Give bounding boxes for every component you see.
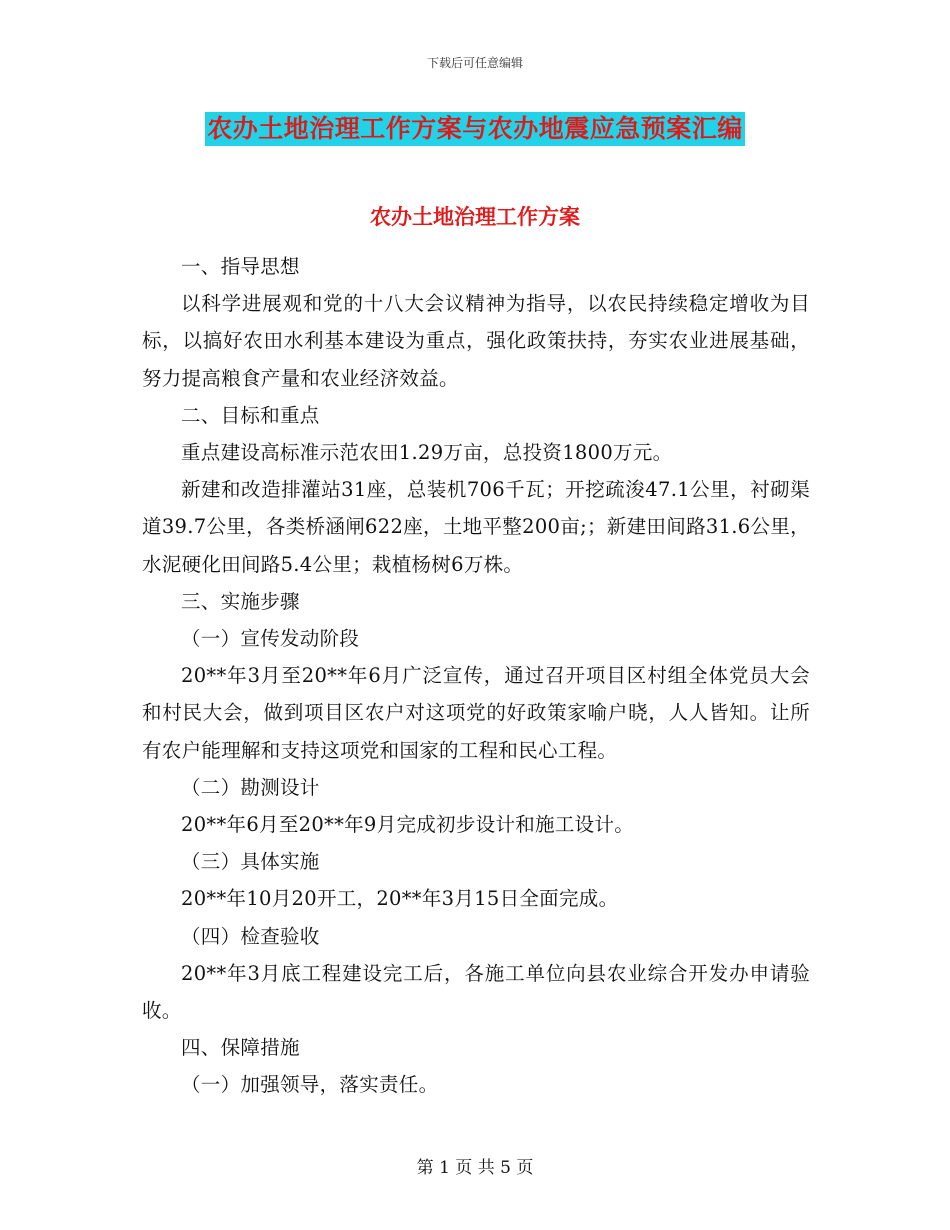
subheading: （四）检查验收 bbox=[181, 924, 320, 948]
subheading: （三）具体实施 bbox=[181, 850, 320, 874]
main-title-container bbox=[0, 112, 950, 146]
page-footer: 第 1 页 共 5 页 bbox=[416, 1158, 534, 1178]
heading-guiding-ideology: 一、指导思想 bbox=[181, 255, 300, 278]
header-note: 下载后可任意编辑 bbox=[426, 56, 523, 70]
paragraph: 20**年10月20开工，20**年3月15日全面完成。 bbox=[181, 887, 619, 911]
paragraph: 20**年3月至20**年6月广泛宣传，通过召开项目区村组全体党员大会和村民大会，做到项目区农户对这项党的好政策家喻户晓，人人皆知。让所有农户能理解和支持这项党和国家的工程和民心工程。 bbox=[142, 664, 810, 762]
heading-goals: 二、目标和重点 bbox=[181, 403, 320, 427]
heading-safeguards: 四、保障措施 bbox=[181, 1036, 300, 1060]
section-title: 农办土地治理工作方案 bbox=[370, 204, 580, 229]
subheading: （二）勘测设计 bbox=[181, 775, 320, 799]
heading-implementation-steps: 三、实施步骤 bbox=[181, 589, 300, 613]
main-title: 农办土地治理工作方案与农办地震应急预案汇编 bbox=[205, 112, 745, 146]
paragraph: 重点建设高标准示范农田1.29万亩，总投资1800万元。 bbox=[181, 441, 673, 465]
paragraph: 20**年3月底工程建设完工后，各施工单位向县农业综合开发办申请验收。 bbox=[142, 961, 810, 1023]
document-body bbox=[142, 248, 810, 1104]
paragraph: 以科学进展观和党的十八大会议精神为指导，以农民持续稳定增收为目标，以搞好农田水利基本建设为重点，强化政策扶持，夯实农业进展基础，努力提高粮食产量和农业经济效益。 bbox=[142, 292, 810, 390]
paragraph: 新建和改造排灌站31座，总装机706千瓦；开挖疏浚47.1公里，衬砌渠道39.7公里，各类桥涵闸622座，土地平整200亩;；新建田间路31.6公里，水泥硬化田间路5.4公里；栽植杨树6万株。 bbox=[142, 478, 810, 576]
subheading: （一）加强领导，落实责任。 bbox=[181, 1073, 439, 1097]
paragraph: 20**年6月至20**年9月完成初步设计和施工设计。 bbox=[181, 813, 635, 837]
subheading: （一）宣传发动阶段 bbox=[181, 627, 360, 651]
